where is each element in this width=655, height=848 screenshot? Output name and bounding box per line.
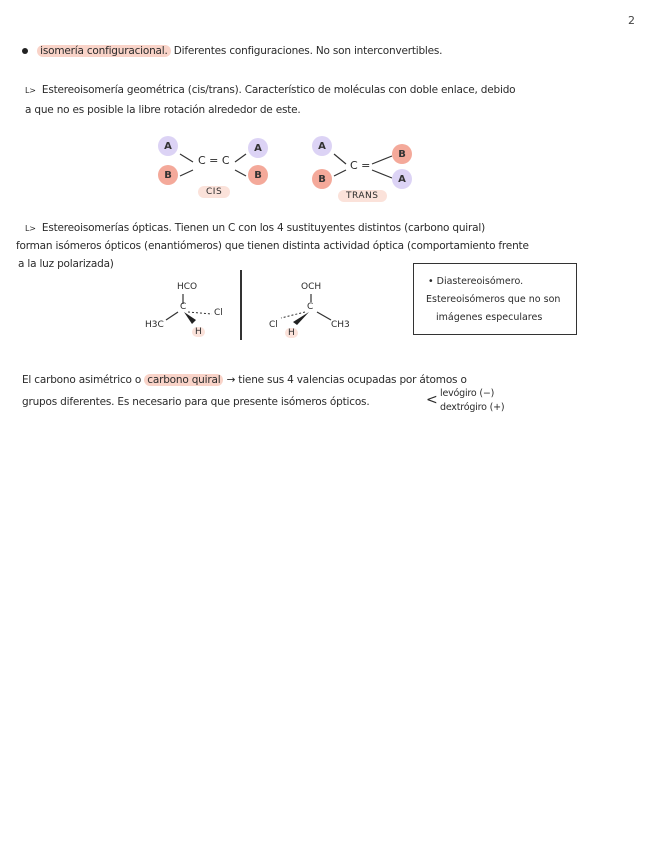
optical-isomerism-line-2: forman isómeros ópticos (enantiómeros) que tienen distinta actividad óptica (comportamiento frente [16, 240, 529, 252]
box-text: Estereoisómeros que no son [426, 294, 561, 305]
atom-a: A [158, 136, 178, 156]
mirror-divider [240, 270, 242, 340]
substituent-label: CH3 [331, 320, 350, 330]
cis-molecule [150, 132, 280, 202]
levo-label: levógiro (−) [440, 388, 495, 399]
optical-isomerism-line-1: L> Estereoisomerías ópticas. Tienen un C con los 4 sustituyentes distintos (carbono quiral) [25, 222, 485, 234]
box-text: imágenes especulares [436, 312, 543, 323]
chiral-carbon-label: C [180, 302, 187, 312]
chiral-molecule-2 [265, 280, 360, 340]
trans-tag: TRANS [338, 190, 387, 202]
chiral-carbon-label: C [307, 302, 314, 312]
page-number: 2 [628, 14, 635, 27]
highlight-chiral-carbon: carbono quiral [144, 374, 223, 386]
branch-symbol: < [426, 392, 438, 408]
dextro-label: dextrógiro (+) [440, 402, 505, 413]
atom-b: B [312, 169, 332, 189]
substituent-label: H [192, 327, 205, 337]
geometric-isomerism-line-1: L> Estereoisomería geométrica (cis/trans). Característico de moléculas con doble enlace, debido [25, 84, 516, 96]
atom-b: B [248, 165, 268, 185]
atom-a: A [312, 136, 332, 156]
atom-b: B [392, 144, 412, 164]
trans-molecule [310, 132, 430, 207]
substituent-label: Cl [214, 308, 223, 318]
chiral-carbon-line-1: El carbono asimétrico o carbono quiral → tiene sus 4 valencias ocupadas por átomos o [22, 374, 467, 386]
substituent-label: OCH [301, 282, 322, 292]
optical-isomerism-line-3: a la luz polarizada) [18, 258, 114, 270]
geometric-isomerism-line-2: a que no es posible la libre rotación alrededor de este. [25, 104, 301, 116]
substituent-label: H [285, 328, 298, 338]
section-title: isomería configuracional. [37, 45, 171, 57]
atom-a: A [248, 138, 268, 158]
subpoint-arrow-icon: L> [25, 224, 36, 233]
atom-b: B [158, 165, 178, 185]
chiral-carbon-line-2: grupos diferentes. Es necesario para que presente isómeros ópticos. [22, 396, 370, 408]
subpoint-arrow-icon: L> [25, 86, 36, 95]
double-bond-label: C = [350, 159, 371, 172]
substituent-label: HCO [177, 282, 198, 292]
bullet-icon [22, 48, 28, 54]
atom-a: A [392, 169, 412, 189]
section-configurational-isomerism [22, 45, 442, 57]
substituent-label: Cl [269, 320, 278, 330]
chiral-molecule-1 [140, 280, 230, 340]
section-text: Diferentes configuraciones. No son interconvertibles. [173, 45, 443, 57]
box-title: • Diastereoisómero. [428, 276, 524, 287]
diastereoisomer-note-box [413, 263, 577, 335]
double-bond-label: C = C [198, 154, 230, 167]
cis-tag: CIS [198, 186, 230, 198]
substituent-label: H3C [145, 320, 164, 330]
